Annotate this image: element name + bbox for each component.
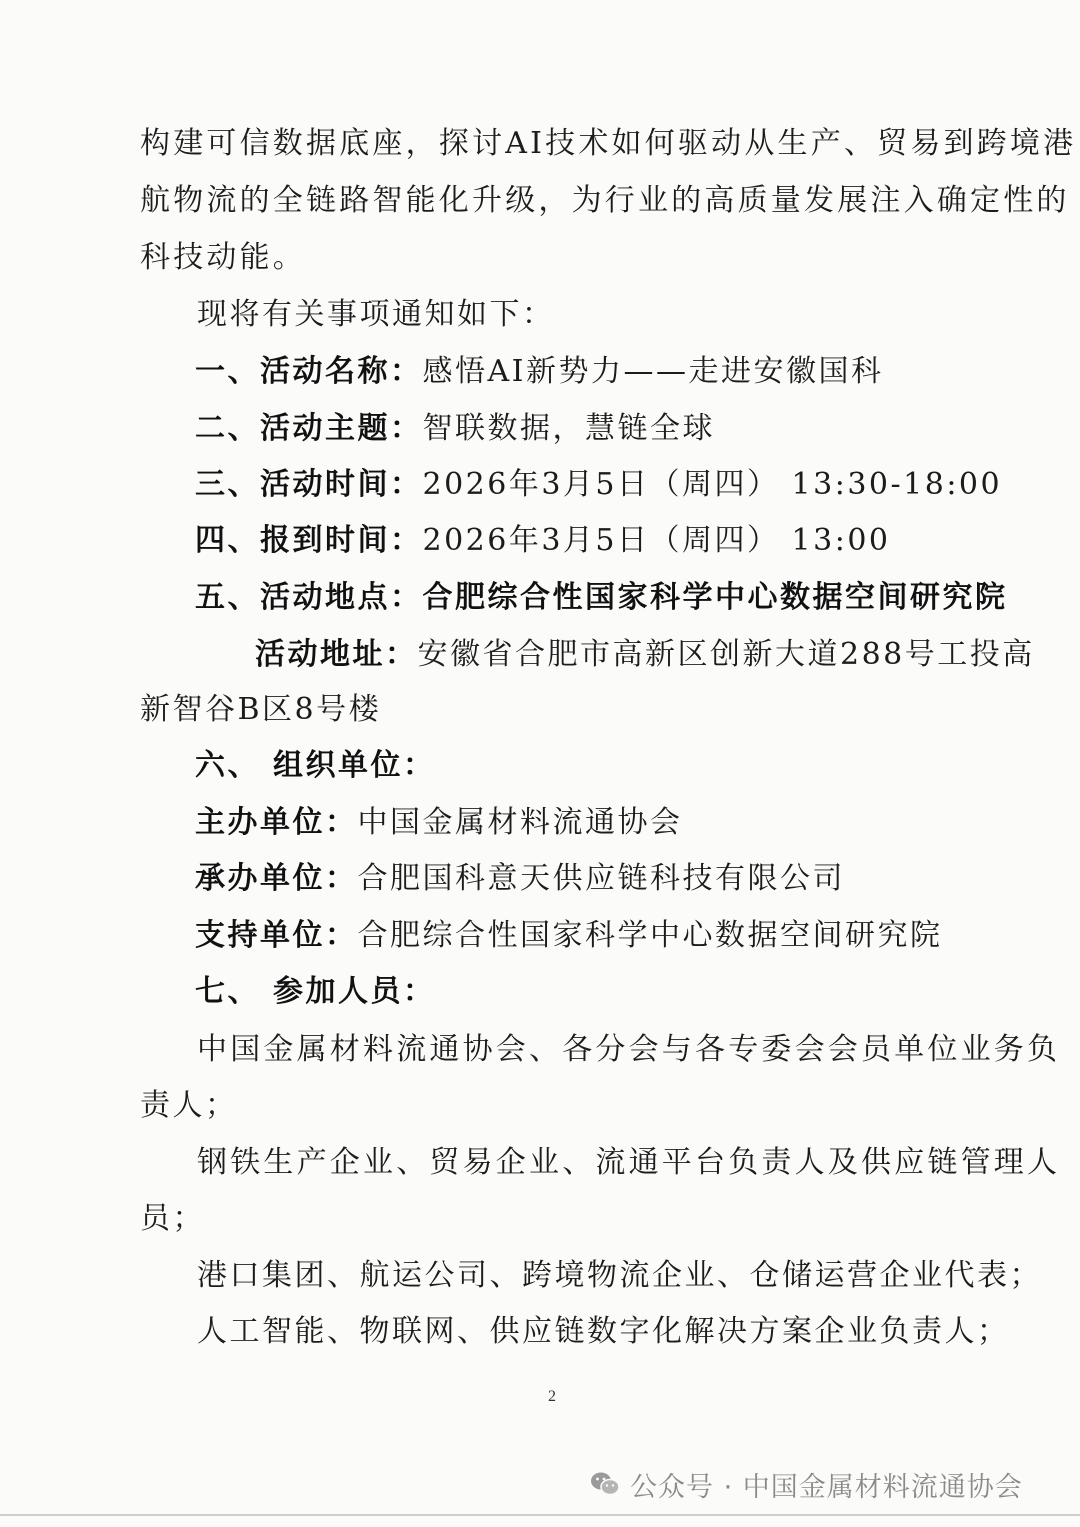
item-label: 三、活动时间：: [195, 467, 423, 502]
organizer-label: 主办单位：: [195, 805, 358, 840]
activity-address-line-2: 新智谷B区8号楼: [140, 692, 382, 727]
item-activity-theme: [195, 409, 715, 449]
intro-line-1: 构建可信数据底座，探讨AI技术如何驱动从生产、贸易到跨境港: [140, 126, 1077, 161]
activity-address-line-1: [255, 635, 1035, 675]
section-participants-heading: 七、 参加人员：: [195, 974, 436, 1009]
organizer-value: 中国金属材料流通协会: [357, 805, 683, 840]
organizer-label: 支持单位：: [195, 918, 358, 953]
item-value: 2026年3月5日（周四） 13:00: [422, 523, 891, 558]
address-value: 安徽省合肥市高新区创新大道288号工投高: [417, 637, 1035, 672]
item-value: 智联数据，慧链全球: [422, 411, 715, 446]
intro-line-3: 科技动能。: [140, 240, 306, 275]
section-organizers-heading: 六、 组织单位：: [195, 748, 436, 783]
item-label: 二、活动主题：: [195, 411, 423, 446]
item-value: 2026年3月5日（周四） 13:30-18:00: [422, 467, 1003, 502]
item-value: 合肥综合性国家科学中心数据空间研究院: [422, 580, 1008, 615]
item-activity-time: [195, 465, 1002, 505]
participant-line: 人工智能、物联网、供应链数字化解决方案企业负责人；: [197, 1314, 1010, 1349]
intro-line-2: 航物流的全链路智能化升级，为行业的高质量发展注入确定性的: [140, 183, 1070, 218]
participant-line: 责人；: [140, 1088, 238, 1123]
organizer-value: 合肥综合性国家科学中心数据空间研究院: [357, 918, 943, 953]
item-activity-venue: [195, 578, 1008, 618]
organizer-label: 承办单位：: [195, 861, 358, 896]
watermark: [590, 1462, 1023, 1506]
organizer-supporter: [195, 916, 943, 956]
wechat-icon: [590, 1470, 620, 1498]
organizer-host: [195, 803, 683, 843]
participant-line: 中国金属材料流通协会、各分会与各专委会会员单位业务负: [197, 1032, 1061, 1067]
address-label: 活动地址：: [255, 637, 418, 672]
item-label: 五、活动地点：: [195, 580, 423, 615]
page-number: 2: [548, 1388, 556, 1405]
item-label: 四、报到时间：: [195, 523, 423, 558]
item-checkin-time: [195, 521, 891, 561]
item-value: 感悟AI新势力——走进安徽国科: [422, 354, 884, 389]
item-label: 一、活动名称：: [195, 354, 423, 389]
organizer-value: 合肥国科意天供应链科技有限公司: [357, 861, 845, 896]
participant-line: 钢铁生产企业、贸易企业、流通平台负责人及供应链管理人: [197, 1145, 1061, 1180]
item-activity-name: [195, 352, 884, 392]
watermark-text: 公众号 · 中国金属材料流通协会: [630, 1471, 1023, 1503]
participant-line: 港口集团、航运公司、跨境物流企业、仓储运营企业代表；: [197, 1258, 1042, 1293]
organizer-undertaker: [195, 859, 845, 899]
participant-line: 员；: [140, 1201, 205, 1236]
notice-intro: 现将有关事项通知如下：: [197, 297, 555, 332]
bottom-divider: [0, 1514, 1080, 1516]
